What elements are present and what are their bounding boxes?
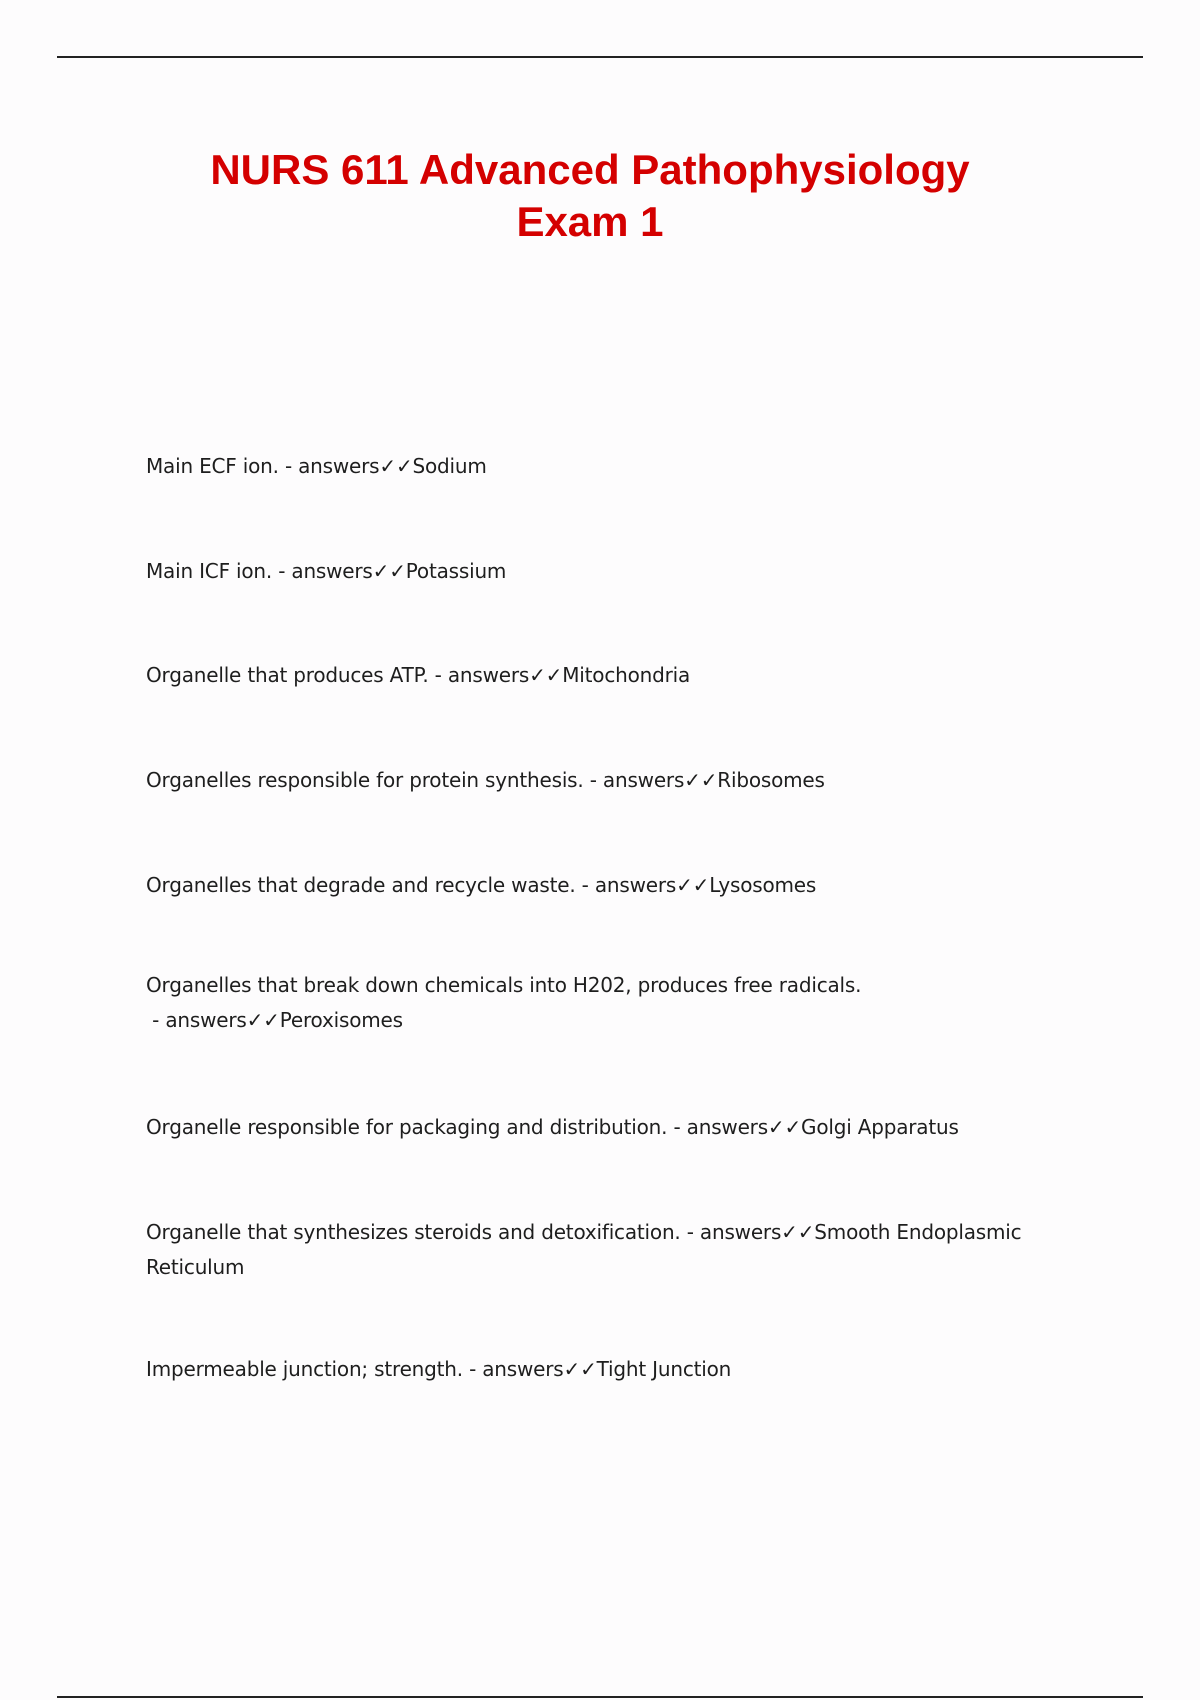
answers-separator: - answers [272,559,373,583]
check-icon: ✓✓ [781,1220,815,1244]
qa-item [146,658,1046,693]
check-icon: ✓✓ [684,768,718,792]
question-text: Organelles that break down chemicals into H202, produces free radicals. [146,973,862,997]
check-icon: ✓✓ [676,873,710,897]
qa-item [146,1215,1026,1285]
check-icon: ✓✓ [372,559,406,583]
check-icon: ✓✓ [767,1115,802,1139]
qa-item [146,763,1046,798]
check-icon: ✓✓ [246,1008,280,1032]
answer-text: Tight Junction [596,1357,732,1381]
answer-text: Lysosomes [709,873,817,897]
qa-item [146,449,1046,484]
answers-separator: - answers [575,873,677,897]
document-title [130,144,1050,248]
top-rule [57,56,1143,58]
title-line-2: Exam 1 [516,198,664,245]
answer-text: Ribosomes [717,768,825,792]
qa-item [146,968,886,1038]
answers-separator: - answers [462,1357,564,1381]
answers-separator: - answers [583,768,685,792]
answer-text: Sodium [412,454,487,478]
answer-text: Golgi Apparatus [801,1115,959,1139]
qa-item [146,1352,1046,1387]
question-text: Organelle that synthesizes steroids and detoxification. [146,1220,681,1244]
check-icon: ✓✓ [529,663,563,687]
check-icon: ✓✓ [379,454,413,478]
question-text: Organelles that degrade and recycle waste. [146,873,576,897]
qa-item [146,1110,1046,1145]
question-text: Organelles responsible for protein synthesis. [146,768,584,792]
answer-text: Smooth Endoplasmic Reticulum [146,1220,1022,1279]
question-text: Main ICF ion. [146,559,273,583]
answer-text: Mitochondria [562,663,691,687]
check-icon: ✓✓ [563,1357,597,1381]
answers-separator: - answers [428,663,530,687]
qa-item [146,554,1046,589]
question-text: Organelle responsible for packaging and distribution. [146,1115,668,1139]
answers-separator: - answers [278,454,380,478]
answer-text: Potassium [405,559,507,583]
answer-text: Peroxisomes [279,1008,403,1032]
answers-separator: - answers [667,1115,768,1139]
title-line-1: NURS 611 Advanced Pathophysiology [210,146,970,193]
bottom-rule [57,1696,1143,1698]
question-text: Main ECF ion. [146,454,279,478]
answers-separator: - answers [680,1220,782,1244]
qa-item [146,868,1046,903]
answers-separator: - answers [146,1008,247,1032]
question-text: Impermeable junction; strength. [146,1357,463,1381]
question-text: Organelle that produces ATP. [146,663,429,687]
